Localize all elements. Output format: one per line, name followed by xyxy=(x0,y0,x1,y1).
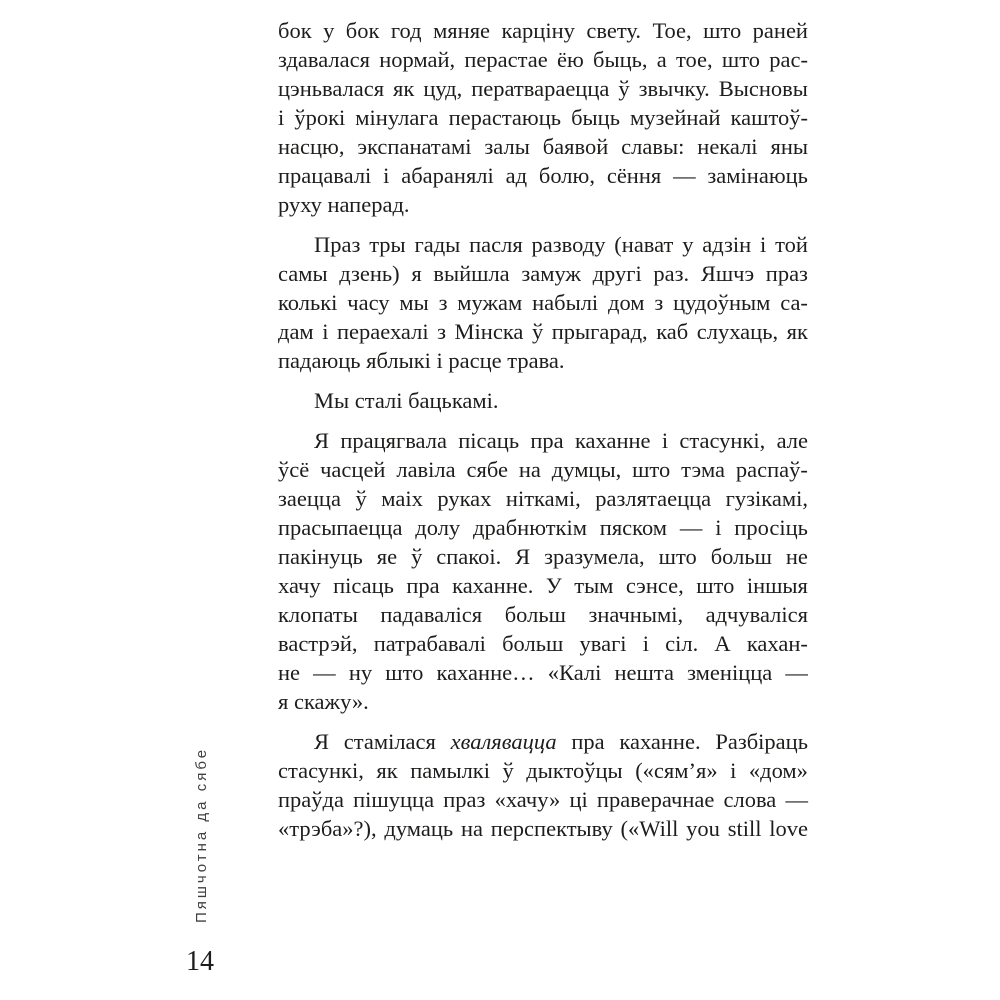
word: долу xyxy=(415,515,461,540)
word: часцей xyxy=(320,457,386,482)
text-line xyxy=(278,190,808,219)
word: сябе xyxy=(466,457,509,482)
word: на xyxy=(518,457,541,482)
word: ад xyxy=(505,163,528,188)
word: як xyxy=(393,76,415,101)
word: з xyxy=(437,319,447,344)
word: бок xyxy=(345,18,380,43)
word: («Will xyxy=(620,816,679,841)
word: пра xyxy=(406,573,440,598)
word: пра xyxy=(571,729,605,754)
word: наперад. xyxy=(327,192,410,217)
word: сёння xyxy=(606,163,662,188)
word: гады xyxy=(414,232,461,257)
word: раз. xyxy=(653,261,690,286)
word: зразумела, xyxy=(544,544,645,569)
word: праз xyxy=(443,787,486,812)
text-line xyxy=(278,542,808,571)
word: славы: xyxy=(621,134,685,159)
word: што xyxy=(632,457,671,482)
word: што xyxy=(721,47,761,72)
word: колькі xyxy=(278,290,338,315)
word: пра xyxy=(530,428,564,453)
word: адзін xyxy=(702,232,752,257)
word: нормай, xyxy=(379,47,456,72)
word: каханне… xyxy=(436,660,535,685)
word: Я xyxy=(515,544,531,569)
text-line xyxy=(278,288,808,317)
word: каханне. xyxy=(619,729,701,754)
word: быць, xyxy=(593,47,648,72)
word: значнымі, xyxy=(588,602,684,627)
word: гузікамі, xyxy=(725,486,808,511)
word: кахан- xyxy=(746,631,808,656)
word: звычку. xyxy=(638,76,710,101)
word: набылі xyxy=(532,290,599,315)
word: не xyxy=(785,544,808,569)
word: зменіцца xyxy=(687,660,773,685)
word: і xyxy=(383,163,390,188)
word: мы xyxy=(399,290,429,315)
word: дом xyxy=(608,290,645,315)
word: выйшла xyxy=(433,261,510,286)
word: «дом» xyxy=(748,758,808,783)
word: яе xyxy=(376,544,398,569)
word: праз xyxy=(765,261,808,286)
word: лавіла xyxy=(396,457,456,482)
word: распаў- xyxy=(735,457,808,482)
word: пакінуць xyxy=(278,544,363,569)
word: на xyxy=(460,816,483,841)
word: («сям’я» xyxy=(635,758,718,783)
word: «трэба»?), xyxy=(278,816,377,841)
word: замінаюць xyxy=(707,163,808,188)
word: але xyxy=(776,428,808,453)
word: ўрокі xyxy=(294,105,346,130)
word: адчуваліся xyxy=(705,602,808,627)
word: сэнсе, xyxy=(625,573,684,598)
word: і xyxy=(760,232,767,257)
word: драбнюткім xyxy=(473,515,587,540)
word: баявой xyxy=(542,134,609,159)
word: руху xyxy=(278,192,322,217)
word: Мы xyxy=(314,388,350,413)
word: мужам xyxy=(457,290,523,315)
italic-word: хвалявацца xyxy=(450,729,557,754)
word: «хачу» xyxy=(494,787,561,812)
word: — xyxy=(313,660,336,685)
word: абаранялі xyxy=(401,163,494,188)
word: рас- xyxy=(769,47,808,72)
word: — xyxy=(785,660,808,685)
word: ў xyxy=(618,76,630,101)
text-line xyxy=(278,455,808,484)
word: У xyxy=(545,573,562,598)
word: а xyxy=(656,47,667,72)
word: больш xyxy=(502,631,564,656)
word: love xyxy=(769,816,808,841)
word: ператвараецца xyxy=(471,76,610,101)
word: памылкі xyxy=(410,758,490,783)
word: цудоўным xyxy=(673,290,771,315)
word: стамілася xyxy=(343,729,436,754)
word: Праз xyxy=(314,232,361,257)
text-line xyxy=(278,426,808,455)
word: «Калі xyxy=(547,660,602,685)
word: думаць xyxy=(384,816,454,841)
word: слухаць, xyxy=(696,319,779,344)
word: больш xyxy=(710,544,772,569)
word: скажу». xyxy=(293,689,369,714)
word: і xyxy=(642,631,649,656)
word: мінулага xyxy=(355,105,439,130)
word: што xyxy=(658,544,697,569)
word: дыктоўцы xyxy=(526,758,623,783)
word: слова xyxy=(723,787,777,812)
text-line xyxy=(278,484,808,513)
word: праверачнае xyxy=(596,787,715,812)
word: патрабавалі xyxy=(373,631,486,656)
word: дзень) xyxy=(339,261,400,286)
word: здавалася xyxy=(278,47,370,72)
text-line xyxy=(278,16,808,45)
word: хачу xyxy=(278,573,321,598)
word: you xyxy=(686,816,720,841)
word: ў xyxy=(531,319,544,344)
word: той xyxy=(775,232,808,257)
word: як xyxy=(376,758,398,783)
word: болю, xyxy=(538,163,595,188)
word: насцю, xyxy=(278,134,345,159)
word: — xyxy=(679,515,703,540)
word: пісаць xyxy=(333,573,394,598)
word: сталі xyxy=(354,388,403,413)
word: што xyxy=(385,660,424,685)
text-line xyxy=(278,658,808,687)
word: пасля xyxy=(469,232,523,257)
paragraph xyxy=(278,426,808,716)
word: каханне xyxy=(574,428,651,453)
word: спакоі. xyxy=(436,544,502,569)
word: Мінска xyxy=(454,319,524,344)
word: што xyxy=(696,573,735,598)
word: тэма xyxy=(681,457,726,482)
text-line xyxy=(278,785,808,814)
word: з xyxy=(438,290,448,315)
word: у xyxy=(323,18,335,43)
word: і xyxy=(436,348,443,373)
word: — xyxy=(673,163,696,188)
word: тры xyxy=(369,232,406,257)
word: залы xyxy=(484,134,530,159)
word: нешта xyxy=(614,660,674,685)
word: замуж xyxy=(521,261,581,286)
word: пісаць xyxy=(458,428,520,453)
word: Я xyxy=(314,729,330,754)
word: Я xyxy=(314,428,330,453)
word: ў xyxy=(502,758,514,783)
word: А xyxy=(714,631,731,656)
word: працягвала xyxy=(340,428,447,453)
word: стасункі, xyxy=(278,758,364,783)
word: не xyxy=(278,660,301,685)
word: маіх xyxy=(381,486,423,511)
word: Тое, xyxy=(652,18,692,43)
word: падаваліся xyxy=(380,602,483,627)
word: перспектыву xyxy=(490,816,613,841)
word: свету. xyxy=(586,18,641,43)
paragraph xyxy=(278,230,808,375)
word: і xyxy=(278,105,285,130)
word: яны xyxy=(770,134,808,159)
word: і xyxy=(715,515,722,540)
word: я xyxy=(411,261,422,286)
word: ніткамі, xyxy=(505,486,581,511)
vertical-running-title: Пяшчотна да сябе xyxy=(193,746,210,923)
word: некалі xyxy=(697,134,758,159)
paragraph xyxy=(278,16,808,219)
word: — xyxy=(785,787,808,812)
word: трава. xyxy=(507,348,565,373)
text-line xyxy=(278,230,808,259)
body-text xyxy=(278,16,808,843)
word: ўсё xyxy=(278,457,310,482)
text-line xyxy=(278,571,808,600)
word: цэньвалася xyxy=(278,76,385,101)
word: быць xyxy=(571,105,620,130)
word: ў xyxy=(411,544,423,569)
text-line xyxy=(278,317,808,346)
word: Яшчэ xyxy=(700,261,755,286)
word: перастае xyxy=(464,47,548,72)
word: каханне. xyxy=(452,573,534,598)
word: раней xyxy=(752,18,808,43)
text-line xyxy=(278,386,808,415)
text-line xyxy=(278,600,808,629)
word: тым xyxy=(574,573,614,598)
text-line xyxy=(278,727,808,756)
word: год xyxy=(390,18,422,43)
word: тое, xyxy=(675,47,713,72)
text-line xyxy=(278,629,808,658)
word: вастрэй, xyxy=(278,631,358,656)
word: як xyxy=(786,319,808,344)
word: каштоў- xyxy=(730,105,808,130)
word: з xyxy=(654,290,664,315)
word: яблыкі xyxy=(366,348,431,373)
word: сіл. xyxy=(665,631,699,656)
word: пяском xyxy=(599,515,668,540)
paragraph xyxy=(278,727,808,843)
word: перастаюць xyxy=(448,105,562,130)
text-line xyxy=(278,814,808,843)
word: (нават xyxy=(614,232,674,257)
word: клопаты xyxy=(278,602,358,627)
word: я xyxy=(278,689,289,714)
word: прыгарад, xyxy=(551,319,648,344)
text-line xyxy=(278,259,808,288)
word: пішуцца xyxy=(353,787,435,812)
word: просіць xyxy=(734,515,808,540)
word: падаюць xyxy=(278,348,361,373)
word: бок xyxy=(278,18,312,43)
word: руках xyxy=(437,486,492,511)
word: і xyxy=(661,428,669,453)
word: увагі xyxy=(579,631,627,656)
text-line xyxy=(278,687,808,716)
word: ёю xyxy=(556,47,584,72)
word: думцы, xyxy=(551,457,622,482)
word: што xyxy=(703,18,742,43)
paragraph xyxy=(278,386,808,415)
word: праўда xyxy=(278,787,344,812)
word: часу xyxy=(347,290,390,315)
word: ну xyxy=(348,660,373,685)
word: у xyxy=(682,232,694,257)
word: больш xyxy=(504,602,566,627)
word: Разбіраць xyxy=(715,729,808,754)
word: заецца xyxy=(278,486,341,511)
word: прасыпаецца xyxy=(278,515,403,540)
text-line xyxy=(278,346,808,375)
word: ці xyxy=(569,787,588,812)
text-line xyxy=(278,513,808,542)
word: стасункі, xyxy=(679,428,766,453)
text-line xyxy=(278,756,808,785)
word: карціну xyxy=(501,18,575,43)
text-line xyxy=(278,132,808,161)
word: разводу xyxy=(531,232,606,257)
word: расце xyxy=(448,348,502,373)
word: Высновы xyxy=(718,76,808,101)
word: і xyxy=(322,319,329,344)
word: каб xyxy=(656,319,689,344)
word: экспанатамі xyxy=(357,134,472,159)
word: бацькамі. xyxy=(408,388,499,413)
word: ў xyxy=(355,486,367,511)
word: still xyxy=(727,816,762,841)
text-line xyxy=(278,103,808,132)
word: і xyxy=(730,758,737,783)
text-line xyxy=(278,45,808,74)
word: музейнай xyxy=(630,105,721,130)
word: пераехалі xyxy=(337,319,429,344)
text-line xyxy=(278,74,808,103)
word: цуд, xyxy=(423,76,463,101)
word: працавалі xyxy=(278,163,372,188)
word: дам xyxy=(278,319,314,344)
word: са- xyxy=(780,290,808,315)
word: разлятаецца xyxy=(595,486,712,511)
text-line xyxy=(278,161,808,190)
word: самы xyxy=(278,261,328,286)
word: іншыя xyxy=(746,573,808,598)
page-number: 14 xyxy=(186,946,214,977)
word: другі xyxy=(592,261,642,286)
word: мяняе xyxy=(433,18,491,43)
